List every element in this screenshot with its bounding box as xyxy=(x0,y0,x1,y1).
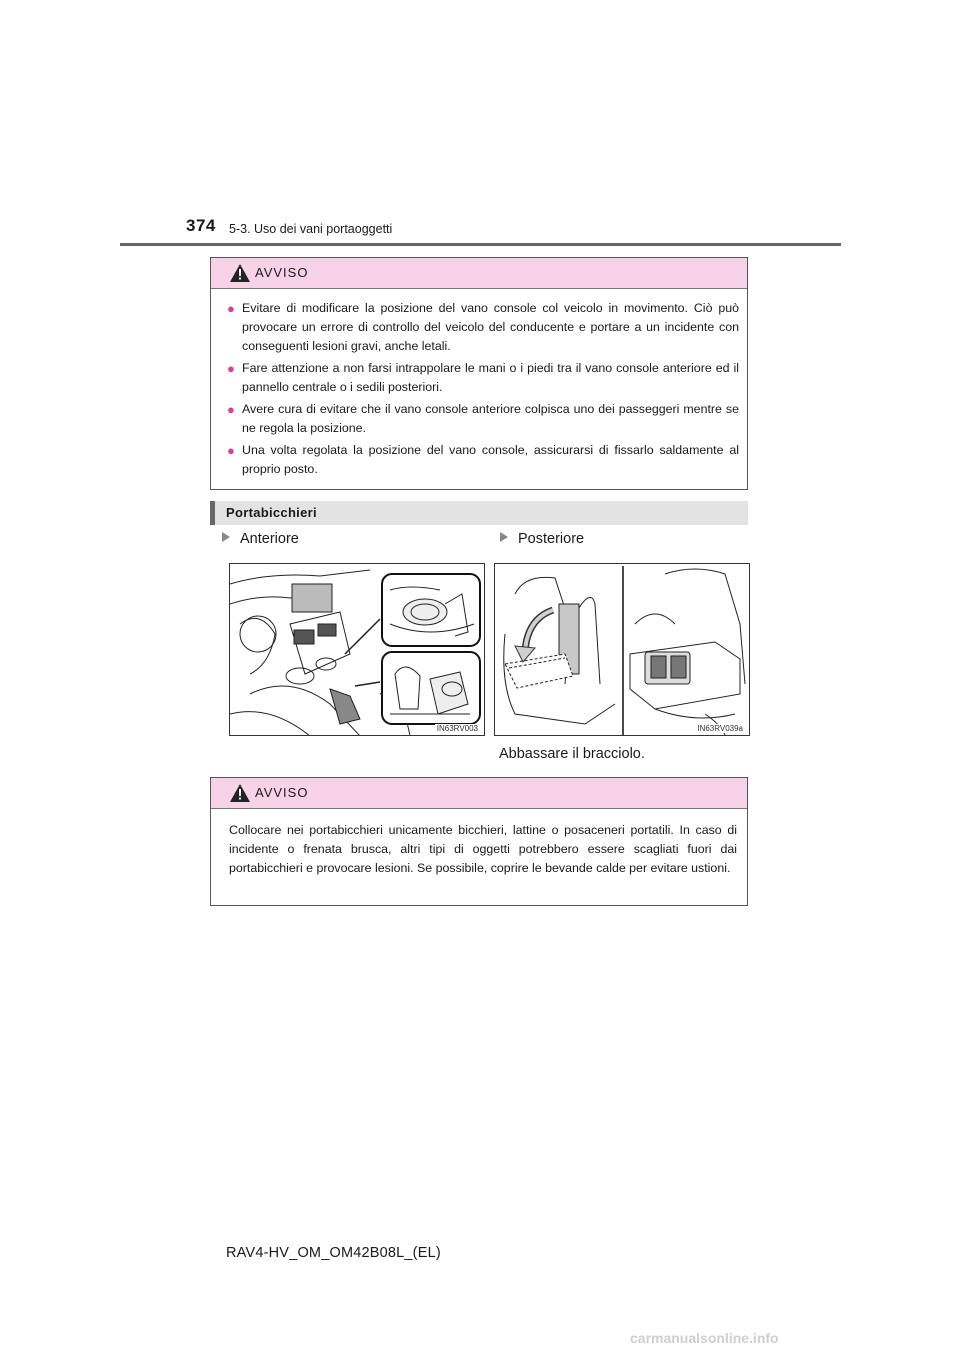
subsection-heading xyxy=(210,501,748,525)
warning-item xyxy=(227,299,739,356)
arrow-right-icon xyxy=(222,532,230,542)
front-cupholder-illustration xyxy=(230,564,485,736)
warning-box-console xyxy=(210,257,748,490)
warning-label: AVVISO xyxy=(255,785,309,800)
warning-header xyxy=(211,258,747,289)
warning-box-cupholder xyxy=(210,777,748,906)
figure-code: IN63RV003 xyxy=(436,724,478,733)
warning-item xyxy=(227,359,739,397)
bullet-icon: ● xyxy=(227,361,235,376)
warning-triangle-icon xyxy=(229,783,251,803)
figure-front-cupholder xyxy=(229,563,485,736)
caption-rear-text: Posteriore xyxy=(518,531,585,547)
subsection-title: Portabicchieri xyxy=(226,505,317,520)
footer-model-code: RAV4-HV_OM_OM42B08L_(EL) xyxy=(226,1245,441,1261)
arrow-right-icon xyxy=(500,532,508,542)
warning-item-text: Fare attenzione a non farsi intrappolare le mani o i piedi tra il vano console anteriore ed il pannello centrale o i sedili posteriori. xyxy=(242,361,739,394)
page-number: 374 xyxy=(186,216,216,235)
caption-front-text: Anteriore xyxy=(240,531,299,547)
watermark: carmanualsonline.info xyxy=(630,1330,779,1346)
warning-body xyxy=(211,809,747,891)
warning-body xyxy=(211,289,747,492)
warning-item xyxy=(227,441,739,479)
warning-triangle-icon xyxy=(229,263,251,283)
figure-rear-cupholder xyxy=(494,563,750,736)
subsection-bar xyxy=(210,501,215,525)
rear-armrest-illustration xyxy=(495,564,750,736)
warning-header xyxy=(211,778,747,809)
warning-item-text: Una volta regolata la posizione del vano console, assicurarsi di fissarlo saldamente al proprio posto. xyxy=(242,443,739,476)
figure-code: IN63RV039a xyxy=(697,724,743,733)
caption-front xyxy=(222,531,299,547)
caption-rear xyxy=(500,531,584,547)
figure-note: Abbassare il bracciolo. xyxy=(499,746,645,762)
bullet-icon: ● xyxy=(227,402,235,417)
header-rule xyxy=(120,243,841,246)
section-title: 5-3. Uso dei vani portaoggetti xyxy=(229,222,393,236)
warning-item-text: Evitare di modificare la posizione del vano console col veicolo in movimento. Ciò può provocare un errore di controllo del veicolo del conducente e portare a un incidente con conseguenti lesioni gravi, anche letali. xyxy=(242,301,739,353)
warning-item xyxy=(227,400,739,438)
warning-text: Collocare nei portabicchieri unicamente bicchieri, lattine o posaceneri portatili. In caso di incidente o frenata brusca, altri tipi di oggetti potrebbero essere scagliati fuori dai portabicchieri e provocare lesioni. Se possibile, coprire le bevande calde per evitare ustioni. xyxy=(229,823,737,875)
bullet-icon: ● xyxy=(227,301,235,316)
warning-label: AVVISO xyxy=(255,265,309,280)
bullet-icon: ● xyxy=(227,443,235,458)
warning-item-text: Avere cura di evitare che il vano console anteriore colpisca uno dei passeggeri mentre se ne regola la posizione. xyxy=(242,402,739,435)
